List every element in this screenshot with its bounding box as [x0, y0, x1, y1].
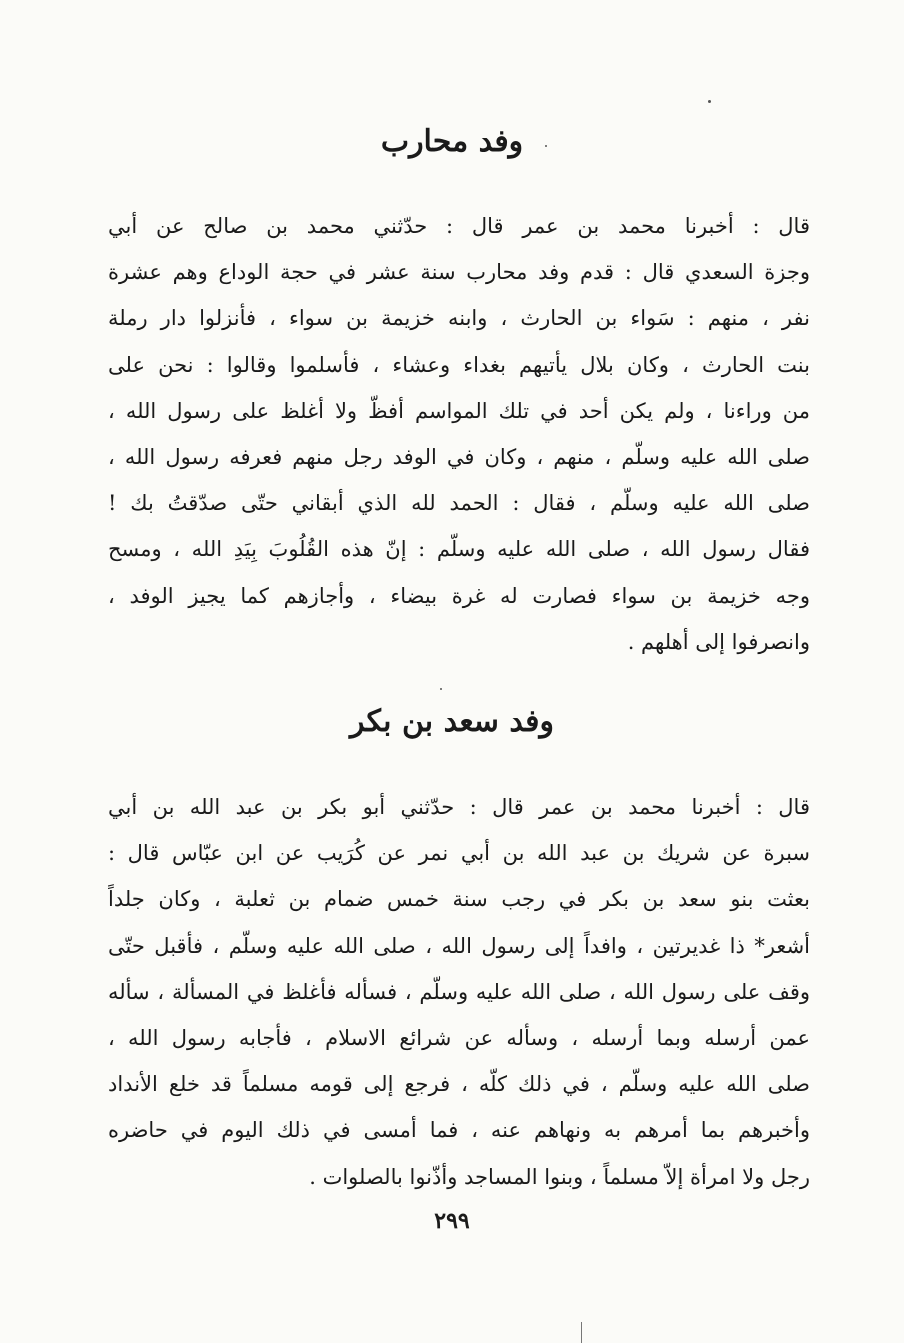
text-line: وانصرفوا إلى أهلهم .: [627, 629, 810, 654]
text-line: عمن أرسله وبما أرسله ، وسأله عن شرائع الاسلام ، فأجابه رسول الله ،: [108, 1025, 810, 1050]
text-line: بنت الحارث ، وكان بلال يأتيهم بغداء وعشاء ، فأسلموا وقالوا : نحن على: [108, 352, 810, 377]
text-line: وقف على رسول الله ، صلى الله عليه وسلّم ، فسأله فأغلظ في المسألة ، سأله: [108, 979, 810, 1004]
text-line: وجزة السعدي قال : قدم وفد محارب سنة عشر في حجة الوداع وهم عشرة: [108, 260, 810, 285]
print-speck: [708, 100, 711, 103]
section-title-wafd-muharib: وفد محارب: [380, 124, 524, 159]
text-line: صلى الله عليه وسلّم ، منهم ، وكان في الوفد رجل منهم فعرفه رسول الله ،: [108, 444, 810, 469]
text-line: رجل ولا امرأة إلاّ مسلماً ، وبنوا المساجد وأذّنوا بالصلوات .: [309, 1164, 810, 1189]
text-line: وجه خزيمة بن سواء فصارت له غرة بيضاء ، وأجازهم كما يجيز الوفد ،: [108, 583, 810, 608]
text-line: وأخبرهم بما أمرهم به ونهاهم عنه ، فما أمسى في ذلك اليوم في حاضره: [108, 1118, 810, 1143]
section-title-wafd-saad-bin-bakr: وفد سعد بن بكر: [350, 704, 554, 739]
paragraph-wafd-muharib: [108, 203, 810, 665]
text-line: أشعر* ذا غديرتين ، وافداً إلى رسول الله ، صلى الله عليه وسلّم ، فأقبل حتّى: [108, 933, 810, 958]
print-speck: [440, 688, 442, 690]
text-line: صلى الله عليه وسلّم ، فقال : الحمد لله الذي أبقاني حتّى صدّقتُ بك !: [108, 491, 810, 516]
text-line: بعثت بنو سعد بن بكر في رجب سنة خمس ضمام بن ثعلبة ، وكان جلداً: [108, 887, 810, 912]
page-edge-mark: [581, 1322, 582, 1343]
text-line: فقال رسول الله ، صلى الله عليه وسلّم : إنّ هذه القُلُوبَ بِيَدِ الله ، ومسح: [108, 537, 810, 562]
text-line: قال : أخبرنا محمد بن عمر قال : حدّثني أبو بكر بن عبد الله بن أبي: [108, 795, 810, 819]
text-line: سبرة عن شريك بن عبد الله بن أبي نمر عن كُرَيب عن ابن عبّاس قال :: [108, 841, 810, 866]
text-line: نفر ، منهم : سَواء بن الحارث ، وابنه خزيمة بن سواء ، فأنزلوا دار رملة: [108, 306, 810, 331]
text-line: من وراءنا ، ولم يكن أحد في تلك المواسم أفظّ ولا أغلظ على رسول الله ،: [108, 398, 810, 423]
page-number: ٢٩٩: [434, 1208, 470, 1234]
paragraph-wafd-saad-bin-bakr: [108, 784, 810, 1200]
text-line: صلى الله عليه وسلّم ، في ذلك كلّه ، فرجع إلى قومه مسلماً قد خلع الأنداد: [108, 1072, 810, 1097]
text-line: قال : أخبرنا محمد بن عمر قال : حدّثني محمد بن صالح عن أبي: [108, 214, 810, 238]
